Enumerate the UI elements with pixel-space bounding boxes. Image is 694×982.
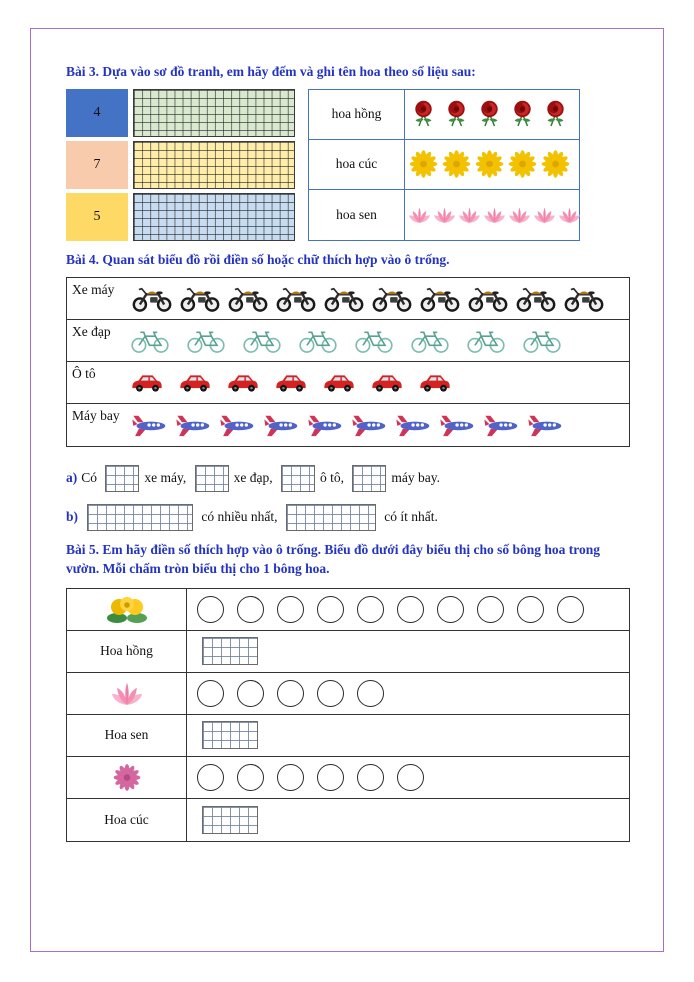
motorcycle-icon xyxy=(514,284,558,312)
count-number-box: 4 xyxy=(66,89,128,137)
flower-count-answer-box xyxy=(202,721,258,749)
lotus-pink-icon xyxy=(483,205,506,225)
answer-a-item: ô tô, xyxy=(319,469,348,485)
ex3-count-row xyxy=(66,193,295,241)
lotus-pink-icon xyxy=(558,205,581,225)
bicycle-icon xyxy=(186,327,226,353)
vehicle-row xyxy=(67,278,629,320)
lotus-pink-icon xyxy=(110,680,144,707)
car-icon xyxy=(274,372,308,393)
plane-icon xyxy=(526,412,566,438)
counting-circle xyxy=(237,680,264,707)
flower-row-label: Hoa cúc xyxy=(67,799,187,841)
plane-icon xyxy=(262,412,302,438)
counting-circle xyxy=(517,596,544,623)
answer-box-a3 xyxy=(281,465,315,492)
bicycle-icon xyxy=(130,327,170,353)
answer-box-most xyxy=(87,504,193,531)
rose-red-icon xyxy=(540,99,571,129)
motorcycle-icon xyxy=(274,284,318,312)
plane-icon xyxy=(394,412,434,438)
lotus-pink-icon xyxy=(458,205,481,225)
bicycle-icon xyxy=(522,327,562,353)
ex3-body xyxy=(66,89,630,241)
counting-circle xyxy=(357,764,384,791)
flower-icons-cell xyxy=(405,190,584,240)
ex5-left-cell xyxy=(67,757,187,798)
car-icon xyxy=(418,372,452,393)
lotus-pink-icon xyxy=(508,205,531,225)
motorcycle-icon xyxy=(418,284,462,312)
vehicle-icons xyxy=(130,412,624,438)
counting-circle xyxy=(477,596,504,623)
counting-circle xyxy=(557,596,584,623)
bicycle-icon xyxy=(354,327,394,353)
plane-icon xyxy=(306,412,346,438)
ex5-table xyxy=(66,588,630,842)
rose-red-icon xyxy=(474,99,505,129)
plane-icon xyxy=(218,412,258,438)
counting-circle xyxy=(317,764,344,791)
pictograph-grid xyxy=(133,89,295,137)
ex4-table xyxy=(66,277,630,447)
bicycle-icon xyxy=(298,327,338,353)
pictograph-grid xyxy=(133,193,295,241)
answer-a-item: xe máy, xyxy=(144,469,190,485)
flower-icons-cell xyxy=(405,140,579,189)
car-icon xyxy=(178,372,212,393)
ex5-table-row xyxy=(67,715,629,757)
counting-circle xyxy=(397,764,424,791)
count-number-box: 7 xyxy=(66,141,128,189)
counting-circle xyxy=(277,596,304,623)
ex5-left-cell xyxy=(67,673,187,714)
counting-circle xyxy=(357,596,384,623)
motorcycle-icon xyxy=(130,284,174,312)
answer-line-a xyxy=(66,463,630,493)
chrys-yellow-icon xyxy=(507,149,538,179)
ex5-right-cell xyxy=(187,715,629,756)
bicycle-icon xyxy=(410,327,450,353)
ex3-count-row xyxy=(66,89,295,137)
vehicle-row xyxy=(67,320,629,362)
answer-box-a4 xyxy=(352,465,386,492)
vehicle-label: Máy bay xyxy=(72,407,120,423)
ex3-flower-table xyxy=(308,89,580,241)
ex3-count-row xyxy=(66,141,295,189)
rose-red-icon xyxy=(408,99,439,129)
plane-icon xyxy=(482,412,522,438)
answer-b-marker: b) xyxy=(66,508,79,524)
answer-a-marker: a) xyxy=(66,469,78,485)
motorcycle-icon xyxy=(370,284,414,312)
pictograph-grid xyxy=(133,141,295,189)
vehicle-row xyxy=(67,404,629,446)
counting-circle xyxy=(277,680,304,707)
counting-circle xyxy=(197,680,224,707)
vehicle-label: Xe đạp xyxy=(72,323,111,339)
plane-icon xyxy=(438,412,478,438)
ex5-right-cell xyxy=(187,631,629,672)
ex3-left-stack xyxy=(66,89,295,241)
vehicle-icons xyxy=(130,284,624,312)
car-icon xyxy=(130,372,164,393)
chrys-yellow-icon xyxy=(474,149,505,179)
bicycle-icon xyxy=(242,327,282,353)
counting-circle xyxy=(357,680,384,707)
answer-a-item: xe đạp, xyxy=(233,469,276,485)
page-border-frame xyxy=(30,28,664,952)
car-icon xyxy=(370,372,404,393)
answer-b-least-text: có ít nhất. xyxy=(380,508,438,524)
ex5-table-row xyxy=(67,673,629,715)
flower-table-row xyxy=(309,90,579,140)
flower-icons-cell xyxy=(405,90,579,139)
chrys-yellow-icon xyxy=(441,149,472,179)
lotus-pink-icon xyxy=(408,205,431,225)
flower-table-row xyxy=(309,140,579,190)
flower-row-label: Hoa hồng xyxy=(67,631,187,672)
motorcycle-icon xyxy=(466,284,510,312)
ex5-right-cell xyxy=(187,589,629,630)
flower-count-answer-box xyxy=(202,637,258,665)
answer-box-a2 xyxy=(195,465,229,492)
ex5-heading: Bài 5. Em hãy điền số thích hợp vào ô trống. Biểu đồ dưới đây biểu thị cho số bông hoa trong vườn. Mỗi chấm tròn biểu thị cho 1 bông hoa. xyxy=(66,541,601,576)
ex3-heading: Bài 3. Dựa vào sơ đồ tranh, em hãy đếm và ghi tên hoa theo số liệu sau: xyxy=(66,64,476,79)
lotus-pink-icon xyxy=(433,205,456,225)
flower-row-label: Hoa sen xyxy=(67,715,187,756)
counting-circle xyxy=(277,764,304,791)
chrys-yellow-icon xyxy=(540,149,571,179)
ex5-right-cell xyxy=(187,673,629,714)
answer-line-b xyxy=(66,502,630,532)
plane-icon xyxy=(130,412,170,438)
lotus-pink-icon xyxy=(533,205,556,225)
flower-name-label: hoa cúc xyxy=(309,140,405,189)
flower-table-row xyxy=(309,190,579,240)
vehicle-row xyxy=(67,362,629,404)
motorcycle-icon xyxy=(178,284,222,312)
rose-red-icon xyxy=(441,99,472,129)
ex5-table-row xyxy=(67,631,629,673)
rose-yellow-icon xyxy=(106,594,148,624)
answer-a-lead: Có xyxy=(81,469,101,485)
ex5-right-cell xyxy=(187,757,629,798)
flower-count-answer-box xyxy=(202,806,258,834)
vehicle-icons xyxy=(130,372,624,393)
vehicle-label: Ô tô xyxy=(72,365,96,381)
answer-b-most-text: có nhiều nhất, xyxy=(198,508,281,524)
answer-box-least xyxy=(286,504,376,531)
chrys-yellow-icon xyxy=(408,149,439,179)
chrys-pink-icon xyxy=(112,763,142,792)
counting-circle xyxy=(317,596,344,623)
flower-name-label: hoa sen xyxy=(309,190,405,240)
ex5-right-cell xyxy=(187,799,629,841)
counting-circle xyxy=(197,764,224,791)
ex5-table-row xyxy=(67,757,629,799)
motorcycle-icon xyxy=(562,284,606,312)
counting-circle xyxy=(197,596,224,623)
vehicle-icons xyxy=(130,327,624,353)
ex5-table-row xyxy=(67,799,629,841)
motorcycle-icon xyxy=(322,284,366,312)
ex4-heading: Bài 4. Quan sát biểu đồ rồi điền số hoặc chữ thích hợp vào ô trống. xyxy=(66,251,450,267)
answer-box-a1 xyxy=(105,465,139,492)
counting-circle xyxy=(317,680,344,707)
counting-circle xyxy=(237,596,264,623)
flower-name-label: hoa hồng xyxy=(309,90,405,139)
car-icon xyxy=(322,372,356,393)
answer-a-item: máy bay. xyxy=(391,469,440,485)
car-icon xyxy=(226,372,260,393)
plane-icon xyxy=(350,412,390,438)
counting-circle xyxy=(397,596,424,623)
rose-red-icon xyxy=(507,99,538,129)
counting-circle xyxy=(437,596,464,623)
motorcycle-icon xyxy=(226,284,270,312)
vehicle-label: Xe máy xyxy=(72,281,115,297)
ex5-table-row xyxy=(67,589,629,631)
ex5-left-cell xyxy=(67,589,187,630)
plane-icon xyxy=(174,412,214,438)
counting-circle xyxy=(237,764,264,791)
count-number-box: 5 xyxy=(66,193,128,241)
bicycle-icon xyxy=(466,327,506,353)
